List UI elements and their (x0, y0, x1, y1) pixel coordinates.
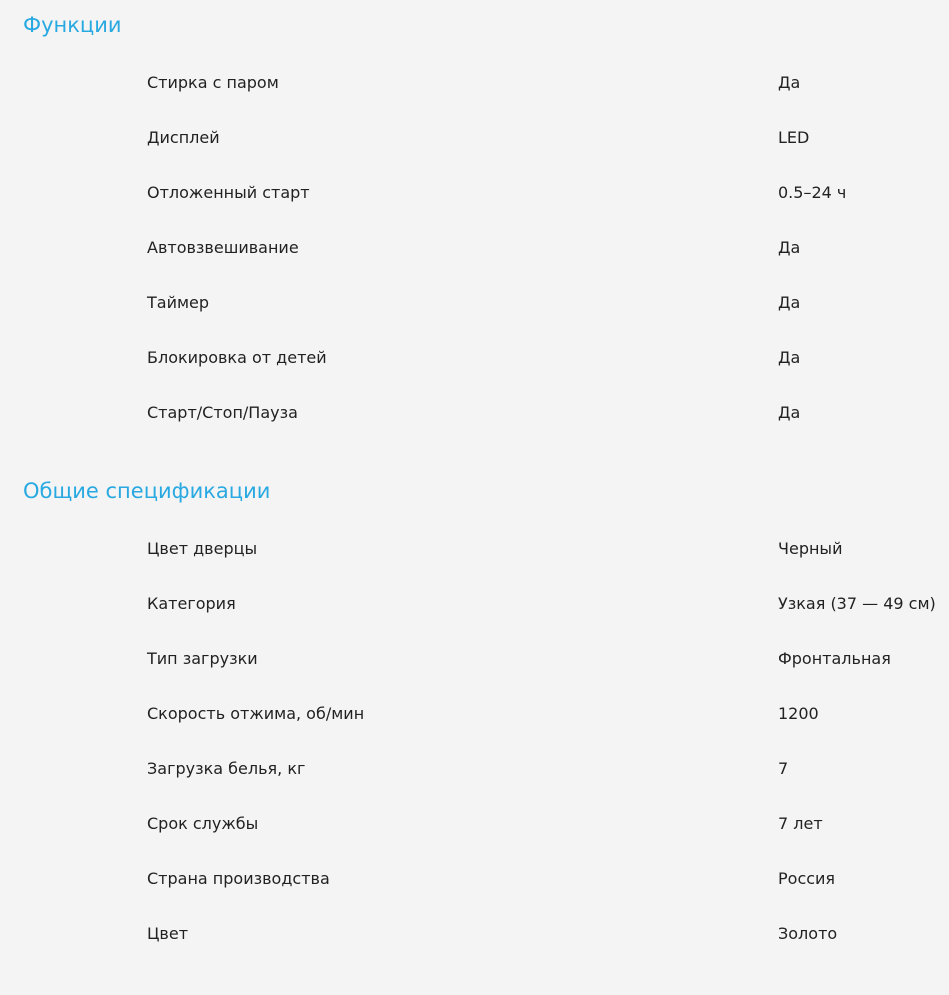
spec-value: Да (778, 293, 801, 312)
spec-list (0, 538, 949, 978)
spec-row-child-lock (0, 347, 949, 402)
spec-label: Блокировка от детей (147, 348, 327, 367)
spec-label: Цвет (147, 924, 189, 943)
spec-label: Срок службы (147, 814, 259, 833)
spec-label: Старт/Стоп/Пауза (147, 403, 298, 422)
spec-value: Узкая (37 — 49 см) (778, 594, 936, 613)
spec-value: 7 (778, 759, 789, 778)
spec-value: Да (778, 403, 801, 422)
spec-value: 1200 (778, 704, 819, 723)
spec-row-timer (0, 292, 949, 347)
spec-row-door-color (0, 538, 949, 593)
section-title: Функции (23, 13, 122, 37)
spec-row-country (0, 868, 949, 923)
spec-label: Тип загрузки (147, 649, 258, 668)
spec-row-display (0, 127, 949, 182)
section-title: Общие спецификации (23, 479, 271, 503)
spec-label: Отложенный старт (147, 183, 310, 202)
spec-value: Да (778, 238, 801, 257)
spec-value: Золото (778, 924, 838, 943)
spec-row-start-stop-pause (0, 402, 949, 457)
spec-row-load-type (0, 648, 949, 703)
spec-row-delayed-start (0, 182, 949, 237)
spec-label: Скорость отжима, об/мин (147, 704, 365, 723)
spec-value: 0.5–24 ч (778, 183, 847, 202)
spec-label: Загрузка белья, кг (147, 759, 306, 778)
spec-label: Цвет дверцы (147, 539, 258, 558)
spec-value: Россия (778, 869, 836, 888)
spec-label: Автовзвешивание (147, 238, 299, 257)
spec-value: Да (778, 73, 801, 92)
spec-label: Страна производства (147, 869, 330, 888)
spec-label: Категория (147, 594, 236, 613)
spec-value: LED (778, 128, 810, 147)
spec-row-color (0, 923, 949, 978)
spec-label: Дисплей (147, 128, 220, 147)
spec-row-spin-speed (0, 703, 949, 758)
spec-value: 7 лет (778, 814, 823, 833)
spec-label: Таймер (147, 293, 210, 312)
spec-row-auto-weighing (0, 237, 949, 292)
spec-row-service-life (0, 813, 949, 868)
spec-value: Фронтальная (778, 649, 891, 668)
spec-value: Да (778, 348, 801, 367)
spec-row-steam-wash (0, 72, 949, 127)
spec-row-load-capacity (0, 758, 949, 813)
spec-list (0, 72, 949, 457)
spec-value: Черный (778, 539, 843, 558)
spec-row-category (0, 593, 949, 648)
spec-label: Стирка с паром (147, 73, 279, 92)
